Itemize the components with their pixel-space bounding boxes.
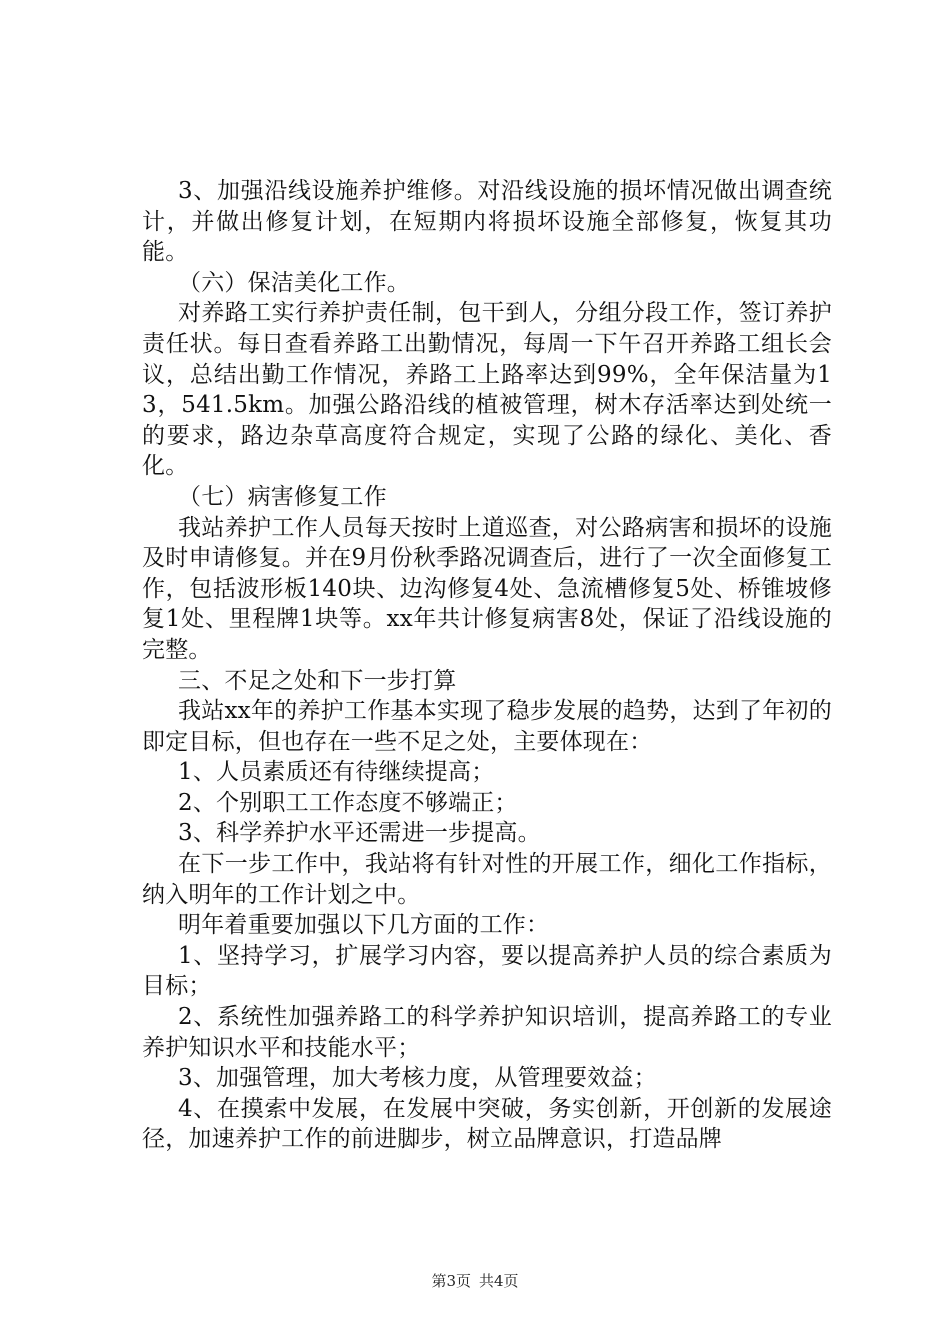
list-item-shortcoming-2: 2、个别职工工作态度不够端正； [178,789,518,816]
page-number-total: 共4页 [479,1272,519,1290]
paragraph-shortcomings-intro: 我站xx年的养护工作基本实现了稳步发展的趋势，达到了年初的即定目标，但也存在一些不足之处，主要体现在： [142,698,832,755]
section-heading-shortcomings: 三、不足之处和下一步打算 [178,667,457,694]
list-item-shortcoming-1: 1、人员素质还有待继续提高； [178,759,495,786]
page-number-current: 第3页 [431,1272,471,1290]
paragraph-next-steps: 在下一步工作中，我站将有针对性的开展工作，细化工作指标，纳入明年的工作计划之中。 [142,851,832,908]
document-body [142,176,832,1155]
paragraph-damage-repair: 我站养护工作人员每天按时上道巡查，对公路病害和损坏的设施及时申请修复。并在9月份秋季路况调查后，进行了一次全面修复工作，包括波形板140块、边沟修复4处、急流槽修复5处、桥锥坡修复1处、里程牌1块等。xx年共计修复病害8处，保证了沿线设施的完整。 [142,514,832,663]
paragraph-cleaning: 对养路工实行养护责任制，包干到人，分组分段工作，签订养护责任状。每日查看养路工出勤情况，每周一下午召开养路工组长会议，总结出勤工作情况，养路工上路率达到99%，全年保洁量为13，541.5km。加强公路沿线的植被管理，树木存活率达到处统一的要求，路边杂草高度符合规定，实现了公路的绿化、美化、香化。 [142,300,832,480]
section-heading-damage-repair: （七）病害修复工作 [178,483,387,510]
list-item-plan-3: 3、加强管理，加大考核力度，从管理要效益； [178,1065,657,1092]
list-item-plan-2: 2、系统性加强养路工的科学养护知识培训，提高养路工的专业养护知识水平和技能水平； [142,1004,832,1061]
list-item-plan-1: 1、坚持学习，扩展学习内容，要以提高养护人员的综合素质为目标； [142,942,832,1000]
page-footer [0,1270,950,1291]
paragraph-facility-repair: 3、加强沿线设施养护维修。对沿线设施的损坏情况做出调查统计，并做出修复计划，在短期内将损坏设施全部修复，恢复其功能。 [142,178,832,266]
list-item-plan-4: 4、在摸索中发展，在发展中突破，务实创新，开创新的发展途径，加速养护工作的前进脚步，树立品牌意识，打造品牌 [142,1095,832,1153]
section-heading-cleaning: （六）保洁美化工作。 [178,269,410,296]
paragraph-next-year-focus: 明年着重要加强以下几方面的工作： [178,912,550,939]
list-item-shortcoming-3: 3、科学养护水平还需进一步提高。 [178,820,541,847]
